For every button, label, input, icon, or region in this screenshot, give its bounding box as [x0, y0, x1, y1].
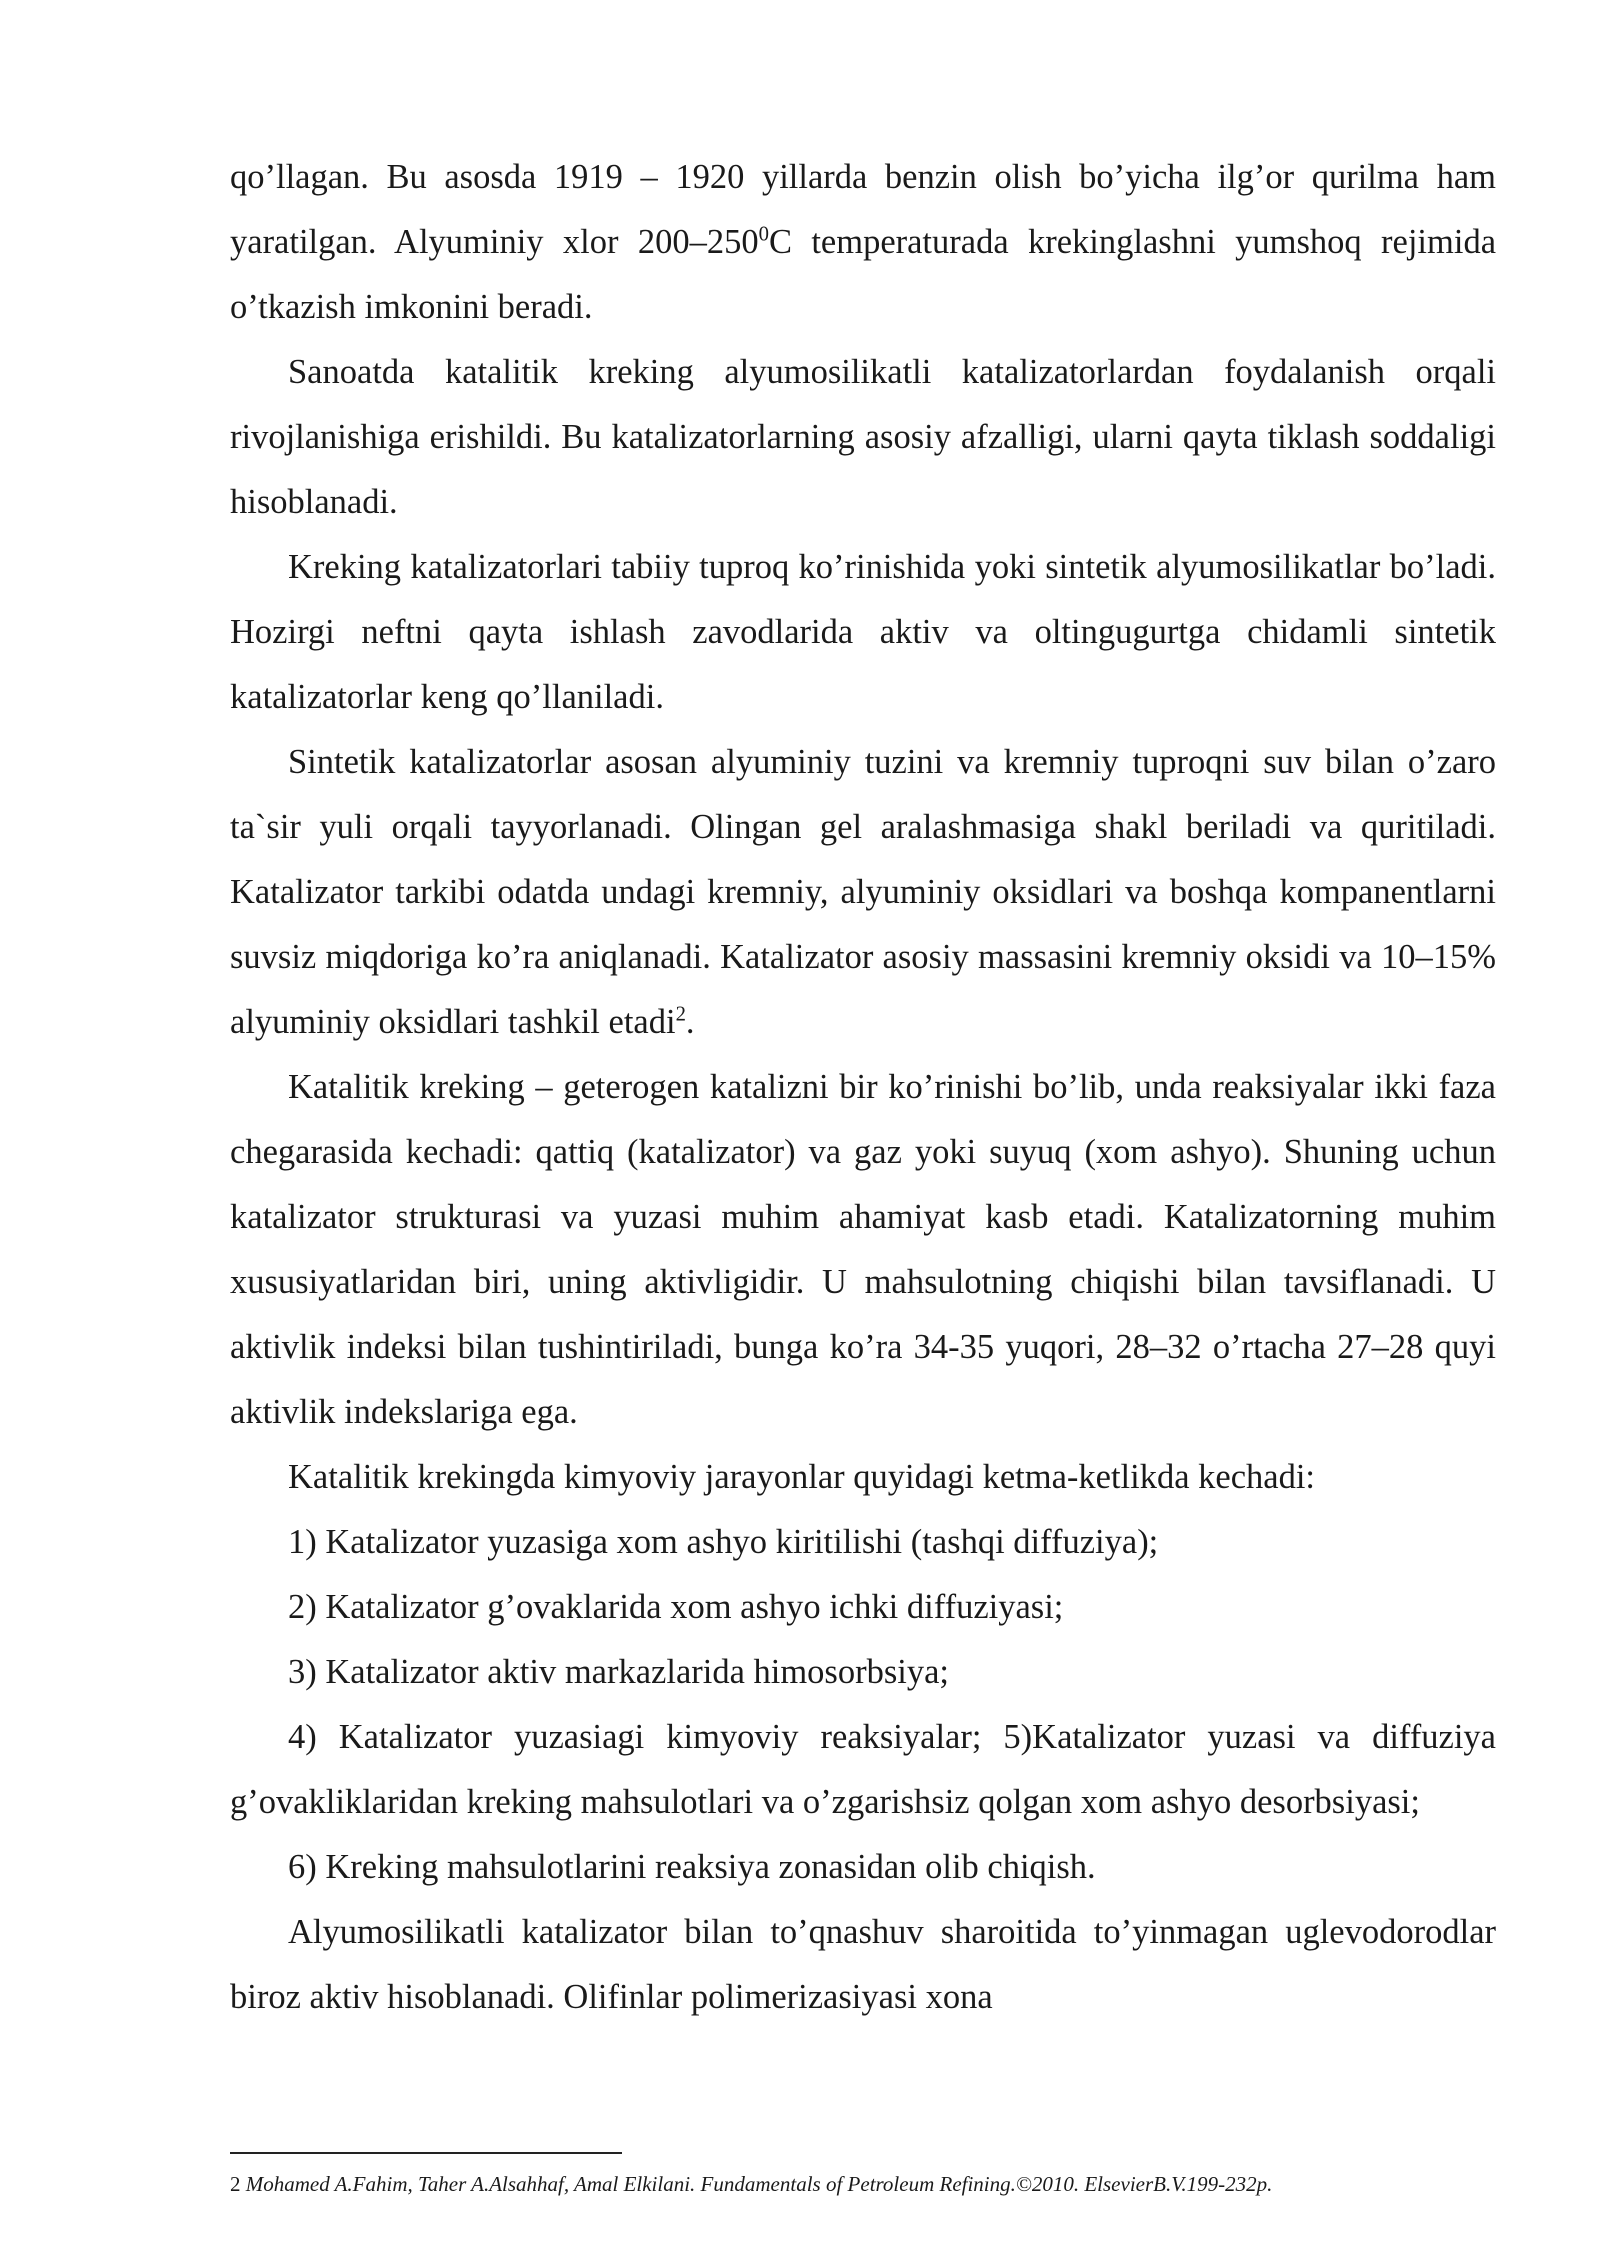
footnote [230, 2170, 1496, 2198]
paragraph-5: Katalitik kreking – geterogen katalizni bir ko’rinishi bo’lib, unda reaksiyalar ikki faza chegarasida kechadi: qattiq (katalizator) va gaz yoki suyuq (xom ashyo). Shuning uchun katalizator strukturasi va yuzasi muhim ahamiyat kasb etadi. Katalizatorning muhim xususiyatlaridan biri, uning aktivligidir. U mahsulotning chiqishi bilan tavsiflanadi. U aktivlik indeksi bilan tushintiriladi, bunga ko’ra 34-35 yuqori, 28–32 o’rtacha 27–28 quyi aktivlik indekslariga ega. [230, 1068, 1496, 1431]
footnote-number: 2 [230, 2172, 241, 2196]
paragraph-6: Katalitik krekingda kimyoviy jarayonlar quyidagi ketma-ketlikda kechadi: [288, 1458, 1316, 1496]
superscript-degree: 0 [758, 223, 769, 246]
paragraph-4: Sintetik katalizatorlar asosan alyuminiy tuzini va kremniy tuproqni suv bilan o’zaro ta`sir yuli orqali tayyorlanadi. Olingan gel aralashmasiga shakl beriladi va quritiladi. Katalizator tarkibi odatda undagi kremniy, alyuminiy oksidlari va boshqa kompanentlarni suvsiz miqdoriga ko’ra aniqlanadi. Katalizator asosiy massasini kremniy oksidi va 10–15% alyuminiy oksidlari tashkil etadi$^2$. [230, 743, 1496, 1041]
list-item-1: 1) Katalizator yuzasiga xom ashyo kiritilishi (tashqi diffuziya); [288, 1523, 1159, 1561]
footnote-reference[interactable]: 2 [675, 1003, 686, 1026]
paragraph-3: Kreking katalizatorlari tabiiy tuproq ko’rinishida yoki sintetik alyumosilikatlar bo’ladi. Hozirgi neftni qayta ishlash zavodlarida aktiv va oltingugurtga chidamli sintetik katalizatorlar keng qo’llaniladi. [230, 548, 1496, 716]
page-body [230, 145, 1496, 2030]
paragraph-2: Sanoatda katalitik kreking alyumosilikatli katalizatorlardan foydalanish orqali rivojlanishiga erishildi. Bu katalizatorlarning asosiy afzalligi, ularni qayta tiklash soddaligi hisoblanadi. [230, 353, 1496, 521]
list-item-2: 2) Katalizator g’ovaklarida xom ashyo ichki diffuziyasi; [288, 1588, 1064, 1626]
list-item-3: 3) Katalizator aktiv markazlarida himosorbsiya; [288, 1653, 950, 1691]
list-item-6: 6) Kreking mahsulotlarini reaksiya zonasidan olib chiqish. [288, 1848, 1096, 1886]
list-item-4-5: 4) Katalizator yuzasiagi kimyoviy reaksiyalar; 5)Katalizator yuzasi va diffuziya g’ovakliklaridan kreking mahsulotlari va o’zgarishsiz qolgan xom ashyo desorbsiyasi; [230, 1718, 1496, 1821]
paragraph-7: Alyumosilikatli katalizator bilan to’qnashuv sharoitida to’yinmagan uglevodorodlar biroz aktiv hisoblanadi. Olifinlar polimerizasiyasi xona [230, 1913, 1496, 2016]
footnote-text: Mohamed A.Fahim, Taher A.Alsahhaf, Amal Elkilani. Fundamentals of Petroleum Refining.©2010. ElsevierB.V.199-232p. [245, 2172, 1273, 2196]
paragraph-1: qo’llagan. Bu asosda 1919 – 1920 yillarda benzin olish bo’yicha ilg’or qurilma ham yaratilgan. Alyuminiy xlor $200-250^0C$ temperaturada krekinglashni yumshoq rejimida o’tkazish imkonini beradi. [230, 158, 1497, 326]
footnote-separator [230, 2152, 622, 2154]
